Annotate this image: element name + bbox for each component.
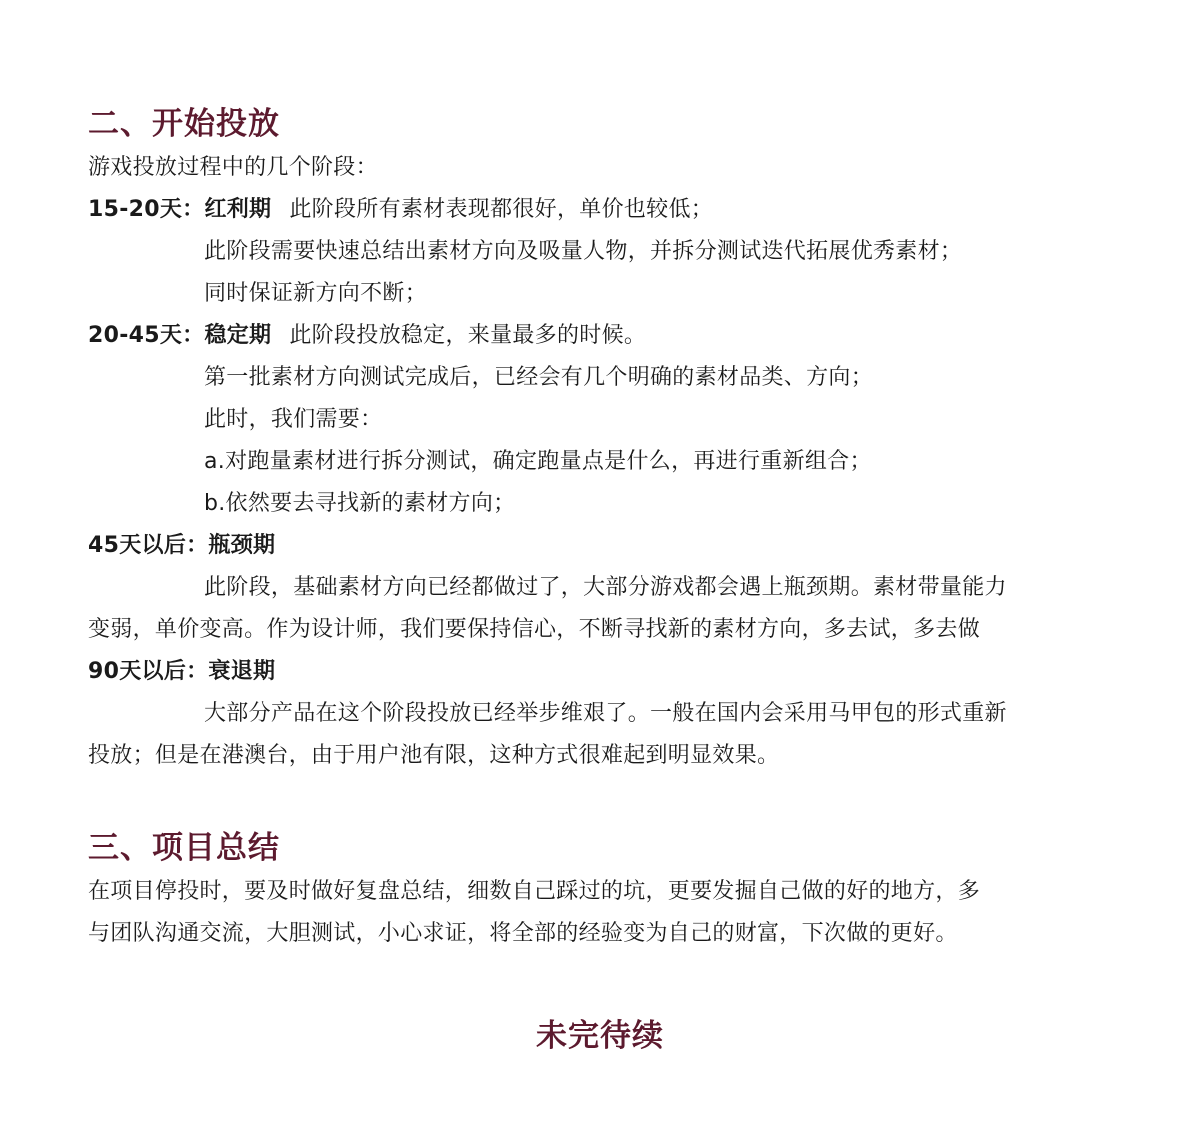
to-be-continued-label: 未完待续 (536, 1018, 664, 1054)
stage-row-decline (88, 657, 275, 687)
stage-line: 此时，我们需要： (204, 407, 383, 432)
section-heading-summary: 三、项目总结 (88, 830, 280, 866)
section-heading-launch: 二、开始投放 (88, 106, 280, 142)
stage-label-decline: 90天以后：衰退期 (88, 659, 276, 684)
paragraph-line: 大部分产品在这个阶段投放已经举步维艰了。一般在国内会采用马甲包的形式重新 (204, 701, 1007, 726)
stage-line: 此阶段需要快速总结出素材方向及吸量人物，并拆分测试迭代拓展优秀素材； (204, 239, 963, 264)
paragraph-line: 与团队沟通交流，大胆测试，小心求证，将全部的经验变为自己的财富，下次做的更好。 (88, 921, 958, 946)
paragraph-line: 在项目停投时，要及时做好复盘总结，细数自己踩过的坑，更要发掘自己做的好的地方，多 (88, 879, 981, 904)
stage-desc-bonus: 此阶段所有素材表现都很好，单价也较低； (289, 197, 714, 222)
stage-label-stable: 20-45天：稳定期 (88, 323, 272, 348)
stage-line: b.依然要去寻找新的素材方向； (204, 491, 516, 516)
stage-line: a.对跑量素材进行拆分测试，确定跑量点是什么，再进行重新组合； (204, 449, 872, 474)
stage-desc-stable: 此阶段投放稳定，来量最多的时候。 (289, 323, 647, 348)
paragraph-line: 变弱，单价变高。作为设计师，我们要保持信心，不断寻找新的素材方向，多去试，多去做 (88, 617, 981, 642)
stage-line: 同时保证新方向不断； (204, 281, 428, 306)
section-intro: 游戏投放过程中的几个阶段： (88, 155, 378, 180)
stage-row-bonus (88, 195, 713, 225)
stage-line: 第一批素材方向测试完成后，已经会有几个明确的素材品类、方向； (204, 365, 874, 390)
stage-row-bottleneck (88, 531, 275, 561)
stage-row-stable (88, 321, 646, 351)
paragraph-line: 投放；但是在港澳台，由于用户池有限，这种方式很难起到明显效果。 (88, 743, 780, 768)
stage-label-bonus: 15-20天：红利期 (88, 197, 272, 222)
stage-label-bottleneck: 45天以后：瓶颈期 (88, 533, 276, 558)
paragraph-line: 此阶段，基础素材方向已经都做过了，大部分游戏都会遇上瓶颈期。素材带量能力 (204, 575, 1007, 600)
